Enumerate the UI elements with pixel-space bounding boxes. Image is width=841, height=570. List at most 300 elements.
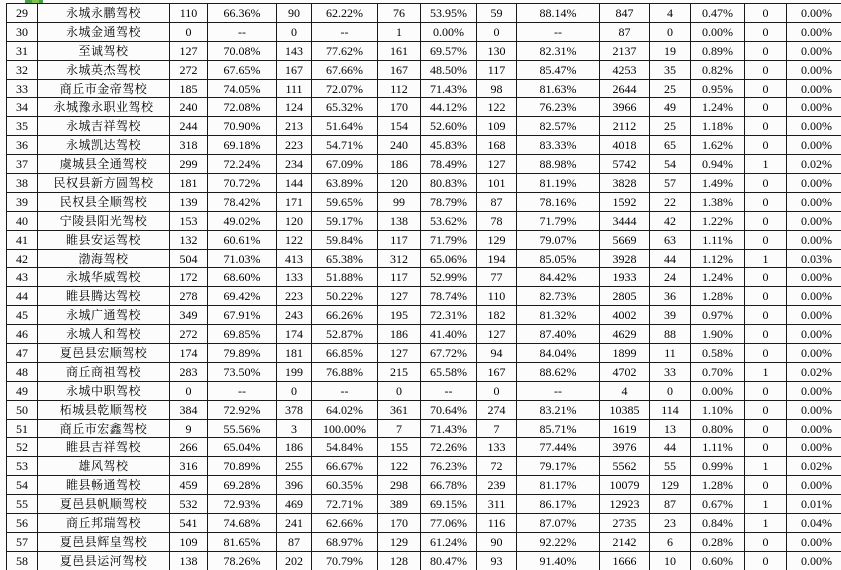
table-cell[interactable]: 0 bbox=[745, 268, 787, 287]
table-cell[interactable]: 92.22% bbox=[517, 532, 600, 551]
table-cell[interactable]: 69.15% bbox=[421, 495, 477, 514]
table-cell[interactable]: 65.04% bbox=[208, 438, 277, 457]
table-cell[interactable]: 49.02% bbox=[208, 211, 277, 230]
table-cell[interactable]: 0.67% bbox=[691, 495, 745, 514]
table-cell[interactable]: 55.56% bbox=[208, 419, 277, 438]
table-cell[interactable]: 1 bbox=[745, 155, 787, 174]
school-name-cell[interactable]: 柘城县乾顺驾校 bbox=[38, 400, 170, 419]
table-cell[interactable]: 0 bbox=[745, 306, 787, 325]
table-cell[interactable]: 255 bbox=[277, 457, 312, 476]
table-cell[interactable]: 1.11% bbox=[691, 438, 745, 457]
table-cell[interactable]: 66.36% bbox=[208, 4, 277, 23]
table-cell[interactable]: 90 bbox=[277, 4, 312, 23]
table-cell[interactable]: 0 bbox=[745, 381, 787, 400]
table-cell[interactable]: 81.32% bbox=[517, 306, 600, 325]
table-cell[interactable]: 1.10% bbox=[691, 400, 745, 419]
table-cell[interactable]: 1.49% bbox=[691, 174, 745, 193]
table-cell[interactable]: 2137 bbox=[600, 41, 650, 60]
table-cell[interactable]: 272 bbox=[170, 60, 208, 79]
table-cell[interactable]: 72.93% bbox=[208, 495, 277, 514]
table-cell[interactable]: 51.88% bbox=[312, 268, 378, 287]
table-cell[interactable]: 122 bbox=[277, 230, 312, 249]
table-cell[interactable]: 65.58% bbox=[421, 362, 477, 381]
table-cell[interactable]: 73.50% bbox=[208, 362, 277, 381]
table-cell[interactable]: 19 bbox=[650, 41, 691, 60]
table-cell[interactable]: 84.04% bbox=[517, 344, 600, 363]
table-cell[interactable]: 76.23% bbox=[517, 98, 600, 117]
table-cell[interactable]: 0.00% bbox=[787, 381, 841, 400]
table-cell[interactable]: 0.89% bbox=[691, 41, 745, 60]
table-cell[interactable]: 1 bbox=[745, 495, 787, 514]
table-cell[interactable]: 0.00% bbox=[787, 98, 841, 117]
table-cell[interactable]: 120 bbox=[277, 211, 312, 230]
table-cell[interactable]: 78.16% bbox=[517, 192, 600, 211]
table-cell[interactable]: 87 bbox=[650, 495, 691, 514]
table-cell[interactable]: 311 bbox=[477, 495, 517, 514]
table-cell[interactable]: 167 bbox=[378, 60, 421, 79]
table-cell[interactable]: 70.79% bbox=[312, 551, 378, 570]
table-cell[interactable]: 1 bbox=[745, 249, 787, 268]
table-cell[interactable]: 3976 bbox=[600, 438, 650, 457]
table-cell[interactable]: 0 bbox=[745, 117, 787, 136]
table-cell[interactable]: 266 bbox=[170, 438, 208, 457]
table-cell[interactable]: 0 bbox=[745, 438, 787, 457]
table-cell[interactable]: 85.05% bbox=[517, 249, 600, 268]
school-name-cell[interactable]: 永城中职驾校 bbox=[38, 381, 170, 400]
table-cell[interactable]: 112 bbox=[378, 79, 421, 98]
table-cell[interactable]: -- bbox=[517, 381, 600, 400]
row-number-cell[interactable]: 31 bbox=[7, 41, 38, 60]
school-name-cell[interactable]: 永城豫永职业驾校 bbox=[38, 98, 170, 117]
table-cell[interactable]: 283 bbox=[170, 362, 208, 381]
table-cell[interactable]: 10385 bbox=[600, 400, 650, 419]
table-cell[interactable]: 24 bbox=[650, 268, 691, 287]
table-cell[interactable]: 0.94% bbox=[691, 155, 745, 174]
table-cell[interactable]: 0 bbox=[745, 41, 787, 60]
table-cell[interactable]: 13 bbox=[650, 419, 691, 438]
table-cell[interactable]: 1.28% bbox=[691, 476, 745, 495]
row-number-cell[interactable]: 57 bbox=[7, 532, 38, 551]
table-cell[interactable]: 215 bbox=[378, 362, 421, 381]
table-cell[interactable]: 243 bbox=[277, 306, 312, 325]
row-number-cell[interactable]: 46 bbox=[7, 325, 38, 344]
table-cell[interactable]: 0 bbox=[477, 381, 517, 400]
table-cell[interactable]: 469 bbox=[277, 495, 312, 514]
table-cell[interactable]: 0.28% bbox=[691, 532, 745, 551]
row-number-cell[interactable]: 53 bbox=[7, 457, 38, 476]
table-cell[interactable]: 83.33% bbox=[517, 136, 600, 155]
table-cell[interactable]: 11 bbox=[650, 344, 691, 363]
table-cell[interactable]: 71.43% bbox=[421, 419, 477, 438]
table-cell[interactable]: 117 bbox=[378, 230, 421, 249]
table-cell[interactable]: 69.28% bbox=[208, 476, 277, 495]
table-cell[interactable]: 114 bbox=[650, 400, 691, 419]
school-name-cell[interactable]: 夏邑县帆顺驾校 bbox=[38, 495, 170, 514]
table-cell[interactable]: 77.62% bbox=[312, 41, 378, 60]
table-cell[interactable]: 202 bbox=[277, 551, 312, 570]
table-cell[interactable]: 0.01% bbox=[787, 495, 841, 514]
table-cell[interactable]: 51.64% bbox=[312, 117, 378, 136]
table-cell[interactable]: 3966 bbox=[600, 98, 650, 117]
table-cell[interactable]: 0.60% bbox=[691, 551, 745, 570]
table-cell[interactable]: 541 bbox=[170, 514, 208, 533]
table-cell[interactable]: 49 bbox=[650, 98, 691, 117]
table-cell[interactable]: 278 bbox=[170, 287, 208, 306]
school-name-cell[interactable]: 商丘商祖驾校 bbox=[38, 362, 170, 381]
table-cell[interactable]: 0 bbox=[170, 381, 208, 400]
table-cell[interactable]: 0 bbox=[745, 287, 787, 306]
table-cell[interactable]: 65.38% bbox=[312, 249, 378, 268]
table-cell[interactable]: 88.62% bbox=[517, 362, 600, 381]
school-name-cell[interactable]: 永城凯达驾校 bbox=[38, 136, 170, 155]
table-cell[interactable]: 76.88% bbox=[312, 362, 378, 381]
school-name-cell[interactable]: 睢县吉祥驾校 bbox=[38, 438, 170, 457]
table-cell[interactable]: 130 bbox=[477, 41, 517, 60]
table-cell[interactable]: 129 bbox=[477, 230, 517, 249]
table-cell[interactable]: 77 bbox=[477, 268, 517, 287]
table-cell[interactable]: 72 bbox=[477, 457, 517, 476]
table-cell[interactable]: 167 bbox=[277, 60, 312, 79]
table-cell[interactable]: 194 bbox=[477, 249, 517, 268]
row-number-cell[interactable]: 51 bbox=[7, 419, 38, 438]
table-cell[interactable]: 87 bbox=[477, 192, 517, 211]
table-cell[interactable]: 81.17% bbox=[517, 476, 600, 495]
row-number-cell[interactable]: 47 bbox=[7, 344, 38, 363]
table-cell[interactable]: 117 bbox=[477, 60, 517, 79]
table-cell[interactable]: 299 bbox=[170, 155, 208, 174]
table-cell[interactable]: 0.00% bbox=[787, 476, 841, 495]
table-cell[interactable]: 239 bbox=[477, 476, 517, 495]
table-cell[interactable]: 0.04% bbox=[787, 514, 841, 533]
table-cell[interactable]: 78.79% bbox=[421, 192, 477, 211]
table-cell[interactable]: 69.57% bbox=[421, 41, 477, 60]
table-cell[interactable]: 85.71% bbox=[517, 419, 600, 438]
table-cell[interactable]: 223 bbox=[277, 136, 312, 155]
table-cell[interactable]: 132 bbox=[170, 230, 208, 249]
table-cell[interactable]: 66.78% bbox=[421, 476, 477, 495]
row-number-cell[interactable]: 36 bbox=[7, 136, 38, 155]
table-cell[interactable]: 67.66% bbox=[312, 60, 378, 79]
table-cell[interactable]: 0 bbox=[745, 344, 787, 363]
table-cell[interactable]: 0.00% bbox=[787, 117, 841, 136]
table-cell[interactable]: 396 bbox=[277, 476, 312, 495]
table-cell[interactable]: 0.00% bbox=[787, 325, 841, 344]
table-cell[interactable]: 33 bbox=[650, 362, 691, 381]
table-cell[interactable]: 101 bbox=[477, 174, 517, 193]
table-cell[interactable]: 72.26% bbox=[421, 438, 477, 457]
table-cell[interactable]: 4 bbox=[600, 381, 650, 400]
table-cell[interactable]: 87.40% bbox=[517, 325, 600, 344]
table-cell[interactable]: 22 bbox=[650, 192, 691, 211]
table-cell[interactable]: 1619 bbox=[600, 419, 650, 438]
table-cell[interactable]: 3444 bbox=[600, 211, 650, 230]
table-cell[interactable]: 138 bbox=[170, 551, 208, 570]
table-cell[interactable]: 71.79% bbox=[421, 230, 477, 249]
table-cell[interactable]: 48.50% bbox=[421, 60, 477, 79]
table-cell[interactable]: 182 bbox=[477, 306, 517, 325]
row-number-cell[interactable]: 35 bbox=[7, 117, 38, 136]
table-cell[interactable]: 70.08% bbox=[208, 41, 277, 60]
table-cell[interactable]: 0.00% bbox=[787, 438, 841, 457]
table-cell[interactable]: 0 bbox=[745, 98, 787, 117]
table-cell[interactable]: 53.95% bbox=[421, 4, 477, 23]
table-cell[interactable]: 109 bbox=[170, 532, 208, 551]
table-cell[interactable]: 59.17% bbox=[312, 211, 378, 230]
table-cell[interactable]: 0.00% bbox=[787, 400, 841, 419]
table-cell[interactable]: 122 bbox=[477, 98, 517, 117]
table-cell[interactable]: 0 bbox=[745, 136, 787, 155]
table-cell[interactable]: 54 bbox=[650, 155, 691, 174]
table-cell[interactable]: 23 bbox=[650, 514, 691, 533]
table-cell[interactable]: 72.31% bbox=[421, 306, 477, 325]
table-cell[interactable]: 129 bbox=[650, 476, 691, 495]
table-cell[interactable]: 181 bbox=[170, 174, 208, 193]
table-cell[interactable]: 67.09% bbox=[312, 155, 378, 174]
school-name-cell[interactable]: 商丘市宏鑫驾校 bbox=[38, 419, 170, 438]
table-cell[interactable]: 82.73% bbox=[517, 287, 600, 306]
table-cell[interactable]: 1.22% bbox=[691, 211, 745, 230]
table-cell[interactable]: 0.00% bbox=[787, 60, 841, 79]
table-cell[interactable]: 155 bbox=[378, 438, 421, 457]
table-cell[interactable]: 1.90% bbox=[691, 325, 745, 344]
school-name-cell[interactable]: 宁陵县阳光驾校 bbox=[38, 211, 170, 230]
table-cell[interactable]: 0.95% bbox=[691, 79, 745, 98]
table-cell[interactable]: 74.05% bbox=[208, 79, 277, 98]
table-cell[interactable]: 71.79% bbox=[517, 211, 600, 230]
table-cell[interactable]: 78.42% bbox=[208, 192, 277, 211]
table-cell[interactable]: 847 bbox=[600, 4, 650, 23]
row-number-cell[interactable]: 43 bbox=[7, 268, 38, 287]
table-cell[interactable]: 78.26% bbox=[208, 551, 277, 570]
school-name-cell[interactable]: 睢县安运驾校 bbox=[38, 230, 170, 249]
table-cell[interactable]: 54.84% bbox=[312, 438, 378, 457]
row-number-cell[interactable]: 50 bbox=[7, 400, 38, 419]
row-number-cell[interactable]: 32 bbox=[7, 60, 38, 79]
row-number-cell[interactable]: 30 bbox=[7, 22, 38, 41]
table-cell[interactable]: 0.00% bbox=[787, 230, 841, 249]
school-name-cell[interactable]: 雄风驾校 bbox=[38, 457, 170, 476]
table-cell[interactable]: 4702 bbox=[600, 362, 650, 381]
table-cell[interactable]: 60.61% bbox=[208, 230, 277, 249]
table-cell[interactable]: 0.00% bbox=[787, 174, 841, 193]
school-name-cell[interactable]: 永城吉祥驾校 bbox=[38, 117, 170, 136]
table-cell[interactable]: 82.31% bbox=[517, 41, 600, 60]
table-cell[interactable]: 0.00% bbox=[787, 79, 841, 98]
table-cell[interactable]: 0 bbox=[745, 551, 787, 570]
table-cell[interactable]: 81.19% bbox=[517, 174, 600, 193]
table-cell[interactable]: 532 bbox=[170, 495, 208, 514]
table-cell[interactable]: 186 bbox=[378, 155, 421, 174]
table-cell[interactable]: 349 bbox=[170, 306, 208, 325]
table-cell[interactable]: 25 bbox=[650, 79, 691, 98]
table-cell[interactable]: 61.24% bbox=[421, 532, 477, 551]
school-name-cell[interactable]: 夏邑县运河驾校 bbox=[38, 551, 170, 570]
table-cell[interactable]: 78.49% bbox=[421, 155, 477, 174]
row-number-cell[interactable]: 49 bbox=[7, 381, 38, 400]
table-cell[interactable]: 0.99% bbox=[691, 457, 745, 476]
table-cell[interactable]: 25 bbox=[650, 117, 691, 136]
table-cell[interactable]: 2142 bbox=[600, 532, 650, 551]
table-cell[interactable]: 62.22% bbox=[312, 4, 378, 23]
table-cell[interactable]: 2644 bbox=[600, 79, 650, 98]
table-cell[interactable]: 59.65% bbox=[312, 192, 378, 211]
table-cell[interactable]: 2112 bbox=[600, 117, 650, 136]
table-cell[interactable]: 66.85% bbox=[312, 344, 378, 363]
table-cell[interactable]: 120 bbox=[378, 174, 421, 193]
table-cell[interactable]: 2805 bbox=[600, 287, 650, 306]
table-cell[interactable]: 44 bbox=[650, 249, 691, 268]
table-cell[interactable]: -- bbox=[208, 22, 277, 41]
table-cell[interactable]: -- bbox=[312, 22, 378, 41]
table-cell[interactable]: 87.07% bbox=[517, 514, 600, 533]
table-cell[interactable]: 240 bbox=[170, 98, 208, 117]
school-name-cell[interactable]: 商丘邦瑞驾校 bbox=[38, 514, 170, 533]
table-cell[interactable]: 93 bbox=[477, 551, 517, 570]
table-cell[interactable]: 0.00% bbox=[787, 41, 841, 60]
table-cell[interactable]: 143 bbox=[277, 41, 312, 60]
table-cell[interactable]: 87 bbox=[600, 22, 650, 41]
school-name-cell[interactable]: 永城人和驾校 bbox=[38, 325, 170, 344]
table-cell[interactable]: 0.00% bbox=[787, 419, 841, 438]
table-cell[interactable]: 1.24% bbox=[691, 268, 745, 287]
table-cell[interactable]: 44 bbox=[650, 438, 691, 457]
table-cell[interactable]: 1 bbox=[745, 362, 787, 381]
school-name-cell[interactable]: 永城金通驾校 bbox=[38, 22, 170, 41]
table-cell[interactable]: 154 bbox=[378, 117, 421, 136]
table-cell[interactable]: 45.83% bbox=[421, 136, 477, 155]
table-cell[interactable]: 0.00% bbox=[787, 4, 841, 23]
table-cell[interactable]: 0 bbox=[745, 60, 787, 79]
table-cell[interactable]: 117 bbox=[378, 268, 421, 287]
table-cell[interactable]: 0.02% bbox=[787, 362, 841, 381]
table-cell[interactable]: 4002 bbox=[600, 306, 650, 325]
table-cell[interactable]: 72.71% bbox=[312, 495, 378, 514]
school-name-cell[interactable]: 睢县畅通驾校 bbox=[38, 476, 170, 495]
table-cell[interactable]: 0.00% bbox=[691, 22, 745, 41]
table-cell[interactable]: 0.03% bbox=[787, 249, 841, 268]
table-cell[interactable]: 0 bbox=[170, 22, 208, 41]
table-cell[interactable]: 0.82% bbox=[691, 60, 745, 79]
table-cell[interactable]: 0.58% bbox=[691, 344, 745, 363]
table-cell[interactable]: 42 bbox=[650, 211, 691, 230]
table-cell[interactable]: 66.26% bbox=[312, 306, 378, 325]
table-cell[interactable]: 4253 bbox=[600, 60, 650, 79]
table-cell[interactable]: 1.18% bbox=[691, 117, 745, 136]
school-name-cell[interactable]: 渤海驾校 bbox=[38, 249, 170, 268]
table-cell[interactable]: 0 bbox=[745, 419, 787, 438]
table-cell[interactable]: 0.80% bbox=[691, 419, 745, 438]
table-cell[interactable]: 199 bbox=[277, 362, 312, 381]
table-cell[interactable]: 72.08% bbox=[208, 98, 277, 117]
table-cell[interactable]: 4 bbox=[650, 4, 691, 23]
table-cell[interactable]: 70.72% bbox=[208, 174, 277, 193]
table-cell[interactable]: 127 bbox=[477, 155, 517, 174]
table-cell[interactable]: 85.47% bbox=[517, 60, 600, 79]
table-cell[interactable]: 77.44% bbox=[517, 438, 600, 457]
table-cell[interactable]: 241 bbox=[277, 514, 312, 533]
table-cell[interactable]: 79.07% bbox=[517, 230, 600, 249]
table-cell[interactable]: 0 bbox=[650, 381, 691, 400]
table-cell[interactable]: 67.65% bbox=[208, 60, 277, 79]
table-cell[interactable]: 127 bbox=[378, 344, 421, 363]
table-cell[interactable]: 186 bbox=[277, 438, 312, 457]
row-number-cell[interactable]: 41 bbox=[7, 230, 38, 249]
table-cell[interactable]: 0 bbox=[745, 22, 787, 41]
table-cell[interactable]: 316 bbox=[170, 457, 208, 476]
table-cell[interactable]: 1.12% bbox=[691, 249, 745, 268]
row-number-cell[interactable]: 44 bbox=[7, 287, 38, 306]
table-cell[interactable]: 1.38% bbox=[691, 192, 745, 211]
table-cell[interactable]: 0.00% bbox=[787, 268, 841, 287]
table-cell[interactable]: 185 bbox=[170, 79, 208, 98]
table-cell[interactable]: 80.83% bbox=[421, 174, 477, 193]
table-cell[interactable]: 161 bbox=[378, 41, 421, 60]
table-cell[interactable]: 174 bbox=[170, 344, 208, 363]
table-cell[interactable]: 144 bbox=[277, 174, 312, 193]
school-name-cell[interactable]: 夏邑县宏顺驾校 bbox=[38, 344, 170, 363]
table-cell[interactable]: 413 bbox=[277, 249, 312, 268]
table-cell[interactable]: 0.00% bbox=[787, 344, 841, 363]
table-cell[interactable]: 41.40% bbox=[421, 325, 477, 344]
school-name-cell[interactable]: 商丘市金帝驾校 bbox=[38, 79, 170, 98]
table-cell[interactable]: 240 bbox=[378, 136, 421, 155]
table-cell[interactable]: 0.00% bbox=[787, 22, 841, 41]
table-cell[interactable]: 0.70% bbox=[691, 362, 745, 381]
table-cell[interactable]: 298 bbox=[378, 476, 421, 495]
school-name-cell[interactable]: 永城英杰驾校 bbox=[38, 60, 170, 79]
table-cell[interactable]: 1 bbox=[745, 514, 787, 533]
table-cell[interactable]: 0 bbox=[745, 230, 787, 249]
table-cell[interactable]: 59.84% bbox=[312, 230, 378, 249]
table-cell[interactable]: 87 bbox=[277, 532, 312, 551]
table-cell[interactable]: 172 bbox=[170, 268, 208, 287]
table-cell[interactable]: 65 bbox=[650, 136, 691, 155]
table-cell[interactable]: 59 bbox=[477, 4, 517, 23]
school-name-cell[interactable]: 至诚驾校 bbox=[38, 41, 170, 60]
table-cell[interactable]: 65.32% bbox=[312, 98, 378, 117]
table-cell[interactable]: 389 bbox=[378, 495, 421, 514]
table-cell[interactable]: 62.66% bbox=[312, 514, 378, 533]
table-cell[interactable]: 223 bbox=[277, 287, 312, 306]
table-cell[interactable]: 0.84% bbox=[691, 514, 745, 533]
table-cell[interactable]: 0.97% bbox=[691, 306, 745, 325]
table-cell[interactable]: 1933 bbox=[600, 268, 650, 287]
row-number-cell[interactable]: 56 bbox=[7, 514, 38, 533]
table-cell[interactable]: 4629 bbox=[600, 325, 650, 344]
table-cell[interactable]: 78.74% bbox=[421, 287, 477, 306]
table-cell[interactable]: 69.18% bbox=[208, 136, 277, 155]
table-cell[interactable]: 133 bbox=[277, 268, 312, 287]
table-cell[interactable]: 168 bbox=[477, 136, 517, 155]
table-cell[interactable]: 44.12% bbox=[421, 98, 477, 117]
table-cell[interactable]: 57 bbox=[650, 174, 691, 193]
table-cell[interactable]: 0.00% bbox=[787, 211, 841, 230]
row-number-cell[interactable]: 29 bbox=[7, 4, 38, 23]
table-cell[interactable]: 55 bbox=[650, 457, 691, 476]
row-number-cell[interactable]: 45 bbox=[7, 306, 38, 325]
table-cell[interactable]: 52.87% bbox=[312, 325, 378, 344]
table-cell[interactable]: 244 bbox=[170, 117, 208, 136]
table-cell[interactable]: 110 bbox=[170, 4, 208, 23]
table-cell[interactable]: 174 bbox=[277, 325, 312, 344]
table-cell[interactable]: 128 bbox=[378, 551, 421, 570]
school-name-cell[interactable]: 睢县腾达驾校 bbox=[38, 287, 170, 306]
table-cell[interactable]: 1666 bbox=[600, 551, 650, 570]
school-name-cell[interactable]: 民权县全顺驾校 bbox=[38, 192, 170, 211]
table-cell[interactable]: 3 bbox=[277, 419, 312, 438]
table-cell[interactable]: 94 bbox=[477, 344, 517, 363]
table-cell[interactable]: 69.42% bbox=[208, 287, 277, 306]
